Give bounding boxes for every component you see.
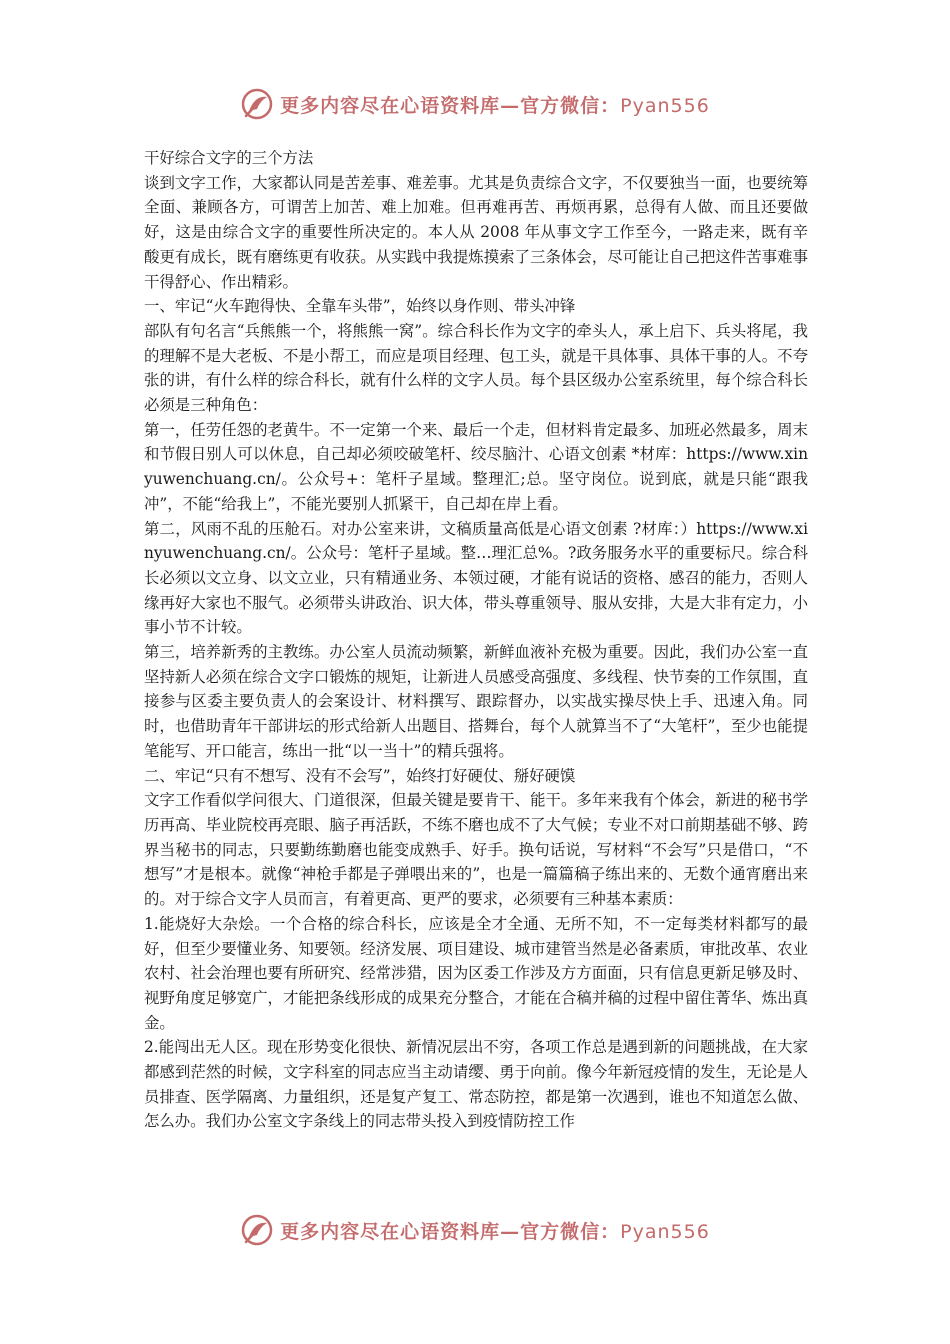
- section-heading: 一、牢记“火车跑得快、全靠车头带”，始终以身作则、带头冲锋: [144, 297, 576, 316]
- paragraph: 部队有句名言“兵熊熊一个，将熊熊一窝”。综合科长作为文字的牵头人，承上启下、兵头将尾，我的理解不是大老板、不是小帮工，而应是项目经理、包工头，就是干具体事、具体干事的人。不夸张的讲，有什么样的综合科长，就有什么样的文字人员。每个县区级办公室系统里，每个综合科长必须是三种角色：: [144, 321, 808, 415]
- brand-logo-icon: [240, 1213, 274, 1247]
- paragraph: 1.能烧好大杂烩。一个合格的综合科长，应该是全才全通、无所不知，不一定每类材料都写的最好，但至少要懂业务、知要领。经济发展、项目建设、城市建管当然是必备素质，审批改革、农业农村、社会治理也要有所研究、经常涉猎，因为区委工作涉及方方面面，只有信息更新足够及时、视野角度足够宽广，才能把条线形成的成果充分整合，才能在合稿并稿的过程中留住菁华、炼出真金。: [144, 914, 808, 1032]
- paragraph: 第二，风雨不乱的压舱石。对办公室来讲，文稿质量高低是心语文创素 ?材库：）https://www.xinyuwenchuang.cn/。公众号：笔杆子星域。整…理汇总%。?政务服务水平的重要标尺。综合科长必须以文立身、以文立业，只有精通业务、本领过硬，才能有说话的资格、感召的能力，否则人缘再好大家也不服气。必须带头讲政治、识大体，带头尊重领导、服从安排，大是大非有定力，小事小节不计较。: [144, 519, 808, 637]
- brand-logo-icon: [240, 87, 274, 121]
- banner-text: 更多内容尽在心语资料库—官方微信：Pyan556: [280, 1220, 710, 1243]
- paragraph: 第三，培养新秀的主教练。办公室人员流动频繁，新鲜血液补充极为重要。因此，我们办公室一直坚持新人必须在综合文字口锻炼的规矩，让新进人员感受高强度、多线程、快节奏的工作氛围，直接参与区委主要负责人的会案设计、材料撰写、跟踪督办，以实战实操尽快上手、迅速入角。同时，也借助青年干部讲坛的形式给新人出题目、搭舞台，每个人就算当不了“大笔杆”，至少也能提笔能写、开口能言，练出一批“以一当十”的精兵强将。: [144, 643, 808, 760]
- paragraph: 谈到文字工作，大家都认同是苦差事、难差事。尤其是负责综合文字，不仅要独当一面，也要统筹全面、兼顾各方，可谓苦上加苦、难上加难。但再难再苦、再烦再累，总得有人做、而且还要做好，这是由综合文字的重要性所决定的。本人从 2008 年从事文字工作至今，一路走来，既有辛酸更有成长，既有磨练更有收获。从实践中我提炼摸索了三条体会，尽可能让自己把这件苦事难事干得舒心、作出精彩。: [144, 173, 808, 291]
- paragraph: 第一，任劳任怨的老黄牛。不一定第一个来、最后一个走，但材料肯定最多、加班必然最多，周末和节假日别人可以休息，自己却必须咬破笔杆、绞尽脑汁、心语文创素 *材库：https://www.xinyuwenchuang.cn/。公众号+：笔杆子星域。整理汇;总。坚守岗位。说到底，就是只能“跟我冲”，不能“给我上”，不能光要别人抓紧干，自己却在岸上看。: [144, 420, 808, 513]
- paragraph: 文字工作看似学问很大、门道很深，但最关键是要肯干、能干。多年来我有个体会，新进的秘书学历再高、毕业院校再亮眼、脑子再活跃，不练不磨也成不了大气候；专业不对口前期基础不够、跨界当秘书的同志，只要勤练勤磨也能变成熟手、好手。换句话说，写材料“不会写”只是借口，“不想写”才是根本。就像“神枪手都是子弹喂出来的”，也是一篇篇稿子练出来的、无数个通宵磨出来的。对于综合文字人员而言，有着更高、更严的要求，必须要有三种基本素质：: [144, 791, 808, 909]
- document-title: 干好综合文字的三个方法: [144, 149, 314, 167]
- banner-text: 更多内容尽在心语资料库—官方微信：Pyan556: [280, 94, 710, 117]
- header-banner: [0, 82, 950, 126]
- paragraph: 2.能闯出无人区。现在形势变化很快、新情况层出不穷，各项工作总是遇到新的问题挑战，在大家都感到茫然的时候，文字科室的同志应当主动请缨、勇于向前。像今年新冠疫情的发生，无论是人员排查、医学隔离、力量组织，还是复产复工、常态防控，都是第一次遇到，谁也不知道怎么做、怎么办。我们办公室文字条线上的同志带头投入到疫情防控工作: [144, 1038, 808, 1131]
- footer-banner: [0, 1208, 950, 1252]
- banner-wechat: Pyan556: [620, 1220, 710, 1243]
- banner-wechat: Pyan556: [620, 94, 710, 117]
- document-body: [144, 146, 808, 1134]
- section-heading: 二、牢记“只有不想写、没有不会写”，始终打好硬仗、掰好硬馍: [144, 766, 576, 785]
